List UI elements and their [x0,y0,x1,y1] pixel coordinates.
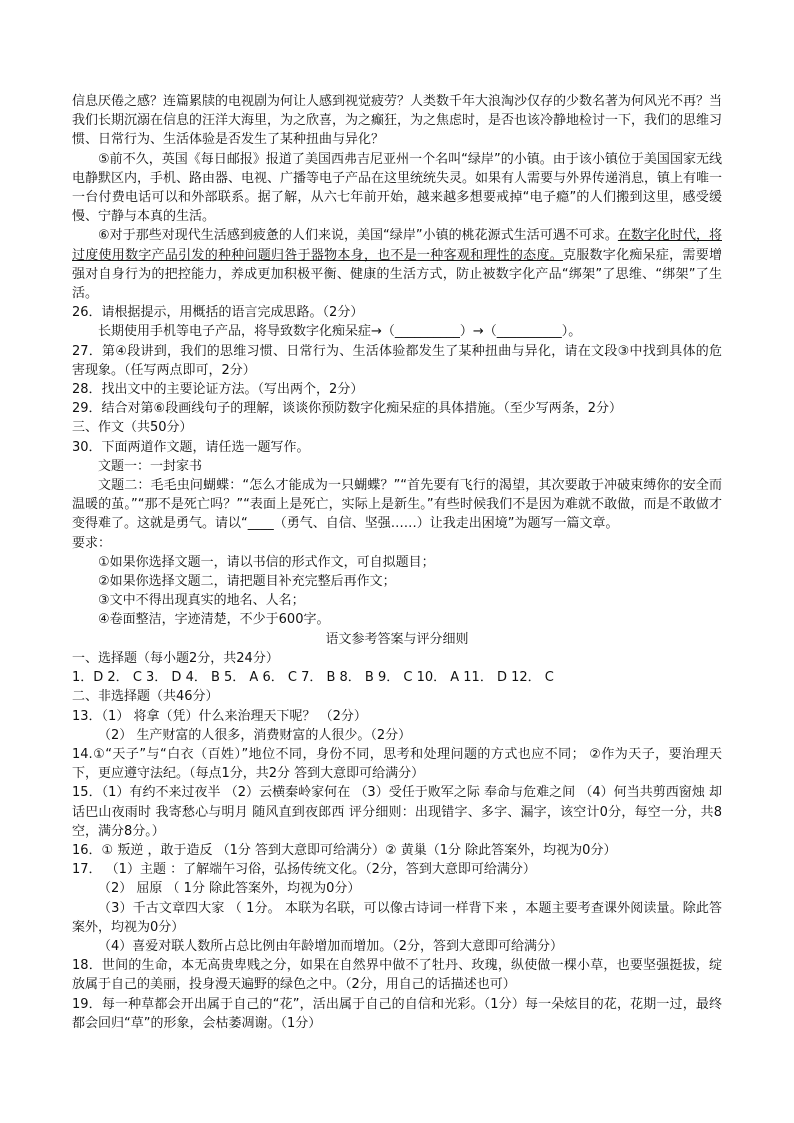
requirement-2: ②如果你选择文题二，请把题目补充完整后再作文； [98,574,396,590]
question-26-blanks: 长期使用手机等电子产品，将导致数字化痴呆症→（__________）→（__________）。 [98,324,582,340]
answer-17-2: （2） 屈原 （ 1分 除此答案外，均视为0分） [98,881,361,897]
p6-text-b: 克服数字化痴呆症，需要增强对自身行为的把控能力，养成更加积极平衡、健康的生活方式，防止被数字化产品“绑架”了思维、“绑架”了生活。 [72,247,722,302]
answer-17-3: （3）千古文章四大家 （ 1分。 本联为名联，可以像古诗词一样背下来 ，本题主要考查课外阅读量。除此答案外，均视为0分） [72,900,722,935]
document-page [72,92,722,1033]
requirement-1: ①如果你选择文题一，请以书信的形式作文，可自拟题目； [98,554,435,570]
answer-choices: 1．D 2． C 3． D 4． B 5． A 6． C 7． B 8． B 9． C 10． A 11． D 12． C [72,670,554,686]
passage-paragraph-continued: 信息厌倦之感？连篇累牍的电视剧为何让人感到视觉疲劳？人类数千年大浪淘沙仅存的少数名著为何风光不再？当我们长期沉溺在信息的汪洋大海里，为之欣喜，为之癫狂，为之焦虑时，是否也该冷静地检讨一下，我们的思维习惯、日常行为、生活体验是否发生了某种扭曲与异化？ [72,94,723,148]
answer-18: 18．世间的生命，本无高贵卑贱之分，如果在自然界中做不了牡丹、玫瑰，纵使做一棵小草，也要坚强挺拔，绽放属于自己的美丽，投身漫天遍野的绿色之中。（2分，用自己的话描述也可） [72,958,722,993]
answer-14: 14.①“天子”与“白衣（百姓）”地位不同，身份不同，思考和处理问题的方式也应不同； ②作为天子，要治理天下，更应遵守法纪。（每点1分，共2分 答到大意即可给满分） [72,746,722,782]
p6-text-a: ⑥对于那些对现代生活感到疲惫的人们来说，美国“绿岸”小镇的桃花源式生活可遇不可求。 [98,228,618,244]
answer-16: 16．① 叛逆 ，敢于造反 （1分 答到大意即可给满分）② 黄巢（1分 除此答案外，均视为0分） [72,842,617,858]
answer-13-2: （2） 生产财富的人很多，消费财富的人很少。（2分） [98,727,412,743]
answer-section-1: 一、选择题（每小题2分，共24分） [72,650,279,666]
requirement-4: ④卷面整洁，字迹清楚，不少于600字。 [98,612,330,628]
p6-underlined-sentence: 在数字化时代，将过度使用数字产品引发的种种问题归咎于器物本身，也不是一种客观和理性的态度。 [72,228,722,263]
answer-17-1: 17． （1）主题 ：了解端午习俗，弘扬传统文化。（2分，答到大意即可给满分） [72,862,536,878]
requirements-label: 要求： [72,535,112,551]
question-26: 26．请根据提示，用概括的语言完成思路。（2分） [72,305,364,321]
essay-topic-1: 文题一：一封家书 [98,458,203,474]
answer-17-4: （4）喜爱对联人数所占总比例由年龄增加而增加。（2分，答到大意即可给满分） [98,938,564,954]
answer-13-1: 13．（1） 将拿（凭）什么来治理天下呢？ （2分） [72,708,367,724]
question-27: 27．第④段讲到，我们的思维习惯、日常行为、生活体验都发生了某种扭曲与异化，请在文段③中找到具体的危害现象。（任写两点即可，2分） [72,343,722,378]
question-28: 28．找出文中的主要论证方法。（写出两个，2分） [72,382,364,398]
requirement-3: ③文中不得出现真实的地名、人名； [98,593,305,609]
answer-key-title: 语文参考答案与评分细则 [325,631,469,647]
essay-topic-2: 文题二：毛毛虫问蝴蝶：“怎么才能成为一只蝴蝶？”“首先要有飞行的渴望，其次要敢于冲破束缚你的安全而温暖的茧。”“那不是死亡吗？”“表面上是死亡，实际上是新生。”有些时候我们不是因为难就不敢做，而是不敢做才变得难了。这就是勇气。请以“____（勇气、自信、坚强……）让我走出困境”为题写一篇文章。 [72,478,722,532]
passage-paragraph-6 [72,226,722,303]
passage-paragraph-5: ⑤前不久，英国《每日邮报》报道了美国西弗吉尼亚州一个名叫“绿岸”的小镇。由于该小镇位于美国国家无线电静默区内，手机、路由器、电视、广播等电子产品在这里统统失灵。如果有人需要与外界传递消息，镇上有唯一一台付费电话可以和外部联系。据了解，从六七年前开始，越来越多想要戒掉“电子瘾”的人们搬到这里，感受缓慢、宁静与本真的生活。 [72,151,723,225]
question-30: 30．下面两道作文题，请任选一题写作。 [72,439,310,455]
section-3-heading: 三、作文（共50分） [72,420,193,436]
answer-15: 15．（1）有约不来过夜半 （2）云横秦岭家何在 （3）受任于败军之际 奉命与危难之间 （4）何当共剪西窗烛 却话巴山夜雨时 我寄愁心与明月 随风直到夜郎西 评分细则：出现错字、多字、漏字，该空计0分，每空一分，共8空，满分8分。） [72,785,722,839]
answer-section-2: 二、非选择题（共46分） [72,689,219,705]
question-29: 29．结合对第⑥段画线句子的理解，谈谈你预防数字化痴呆症的具体措施。（至少写两条，2分） [72,401,622,417]
answer-19: 19．每一种草都会开出属于自己的“花”，活出属于自己的自信和光彩。（1分）每一朵炫目的花，花期一过，最终都会回归“草”的形象，会枯萎凋谢。（1分） [72,996,722,1031]
